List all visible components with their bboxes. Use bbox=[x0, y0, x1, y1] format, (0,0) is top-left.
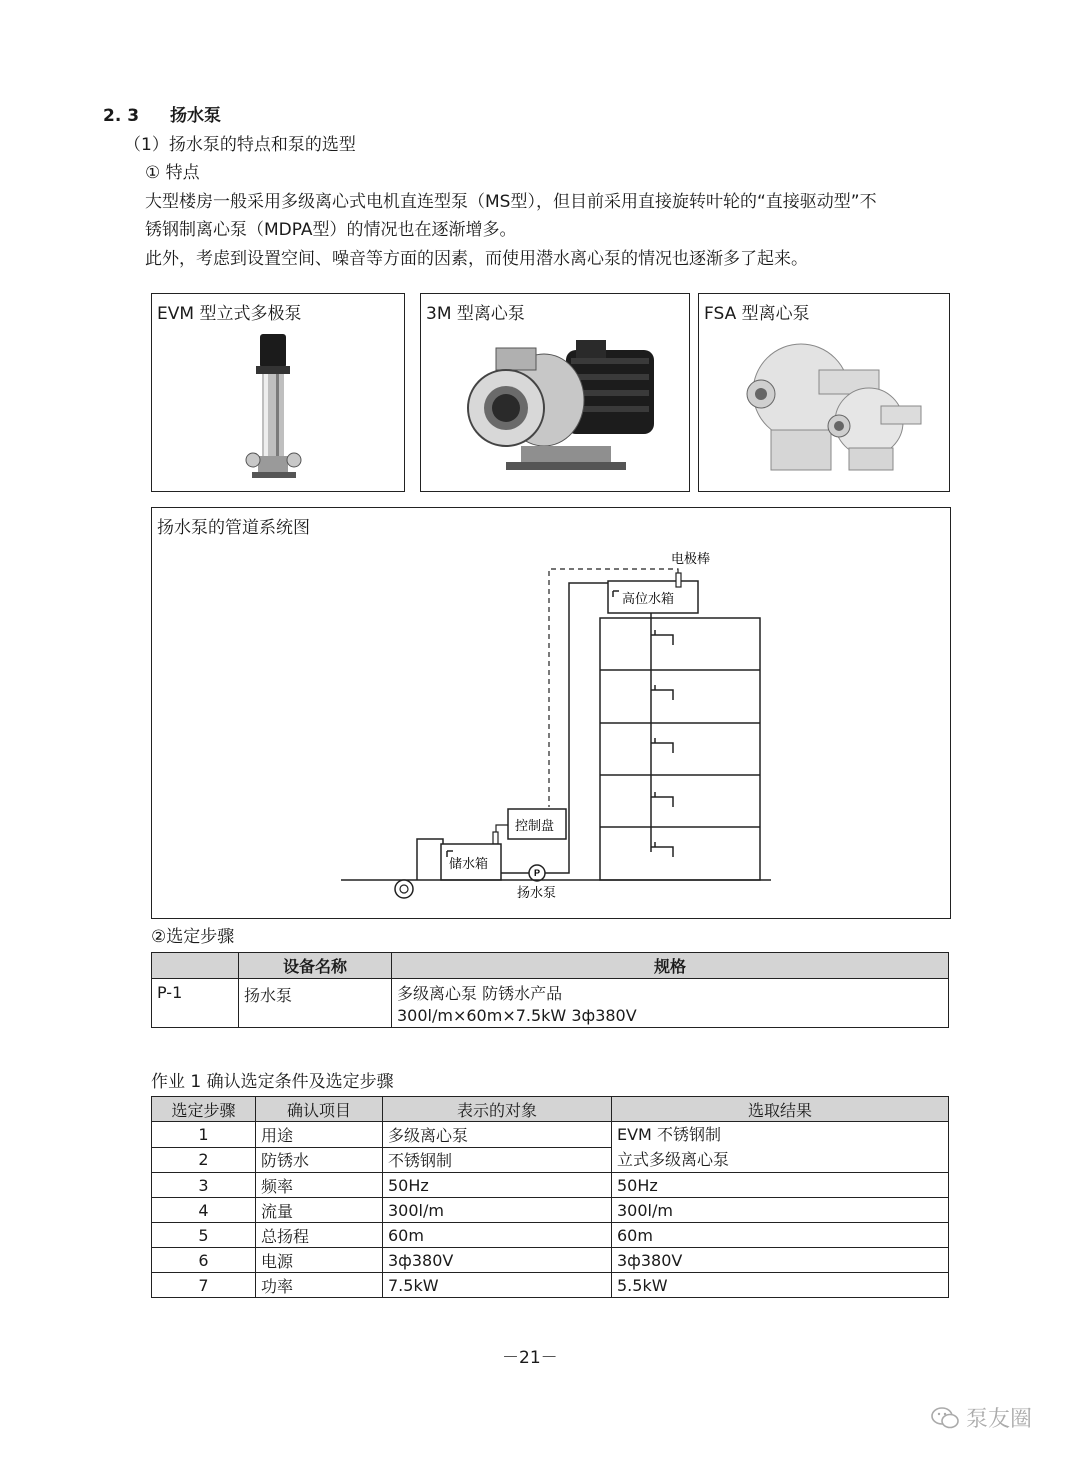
paragraph-line-1: 大型楼房一般采用多级离心式电机直连型泵（MS型），但目前采用直接旋转叶轮的“直接驱动型”不 bbox=[145, 192, 877, 212]
photo-caption-fsa: FSA 型离心泵 bbox=[704, 304, 810, 324]
table-row bbox=[152, 1248, 949, 1273]
task-caption: 作业 1 确认选定条件及选定步骤 bbox=[151, 1072, 394, 1092]
spec-line-2: 300l/m×60m×7.5kW 3ф380V bbox=[397, 1006, 637, 1025]
result-cell: 5.5kW bbox=[612, 1273, 949, 1298]
page-number: －21－ bbox=[502, 1348, 558, 1368]
merged-result-cell bbox=[612, 1122, 949, 1173]
step-cell: 2 bbox=[152, 1147, 256, 1173]
piping-diagram bbox=[151, 507, 951, 919]
item-cell: 防锈水 bbox=[256, 1147, 383, 1173]
merged-result-line-1: EVM 不锈钢制 bbox=[617, 1125, 721, 1144]
section-number: 2. 3 bbox=[103, 106, 140, 126]
step-cell: 4 bbox=[152, 1198, 256, 1223]
evm-pump-image bbox=[242, 332, 322, 482]
table-row bbox=[152, 979, 949, 1028]
step-cell: 7 bbox=[152, 1273, 256, 1298]
diagram-title: 扬水泵的管道系统图 bbox=[157, 518, 310, 538]
paragraph-line-2: 锈钢制离心泵（MDPA型）的情况也在逐渐增多。 bbox=[145, 220, 517, 240]
object-cell: 7.5kW bbox=[383, 1273, 612, 1298]
faucet-icon bbox=[651, 842, 673, 857]
selection-heading: ②选定步骤 bbox=[151, 927, 235, 947]
spec-table bbox=[151, 952, 949, 1028]
water-meter-icon bbox=[395, 880, 413, 898]
water-main-branch bbox=[417, 839, 443, 880]
photo-frame-evm bbox=[151, 293, 405, 492]
item-cell: 用途 bbox=[256, 1122, 383, 1148]
table-row bbox=[152, 1173, 949, 1198]
section-title: 扬水泵 bbox=[170, 106, 221, 126]
task-header-item: 确认项目 bbox=[256, 1097, 383, 1122]
object-cell: 60m bbox=[383, 1223, 612, 1248]
storage-tank-label: 储水箱 bbox=[449, 857, 489, 872]
table-row bbox=[152, 1273, 949, 1298]
object-cell: 3ф380V bbox=[383, 1248, 612, 1273]
spec-name: 扬水泵 bbox=[239, 979, 392, 1028]
faucet-icon bbox=[651, 685, 673, 700]
result-cell: 60m bbox=[612, 1223, 949, 1248]
photo-caption-3m: 3M 型离心泵 bbox=[426, 304, 525, 324]
task-header-result: 选取结果 bbox=[612, 1097, 949, 1122]
control-panel-label: 控制盘 bbox=[515, 819, 555, 834]
faucet-icon bbox=[651, 738, 673, 753]
result-cell: 3ф380V bbox=[612, 1248, 949, 1273]
object-cell: 多级离心泵 bbox=[383, 1122, 612, 1148]
task-table bbox=[151, 1096, 949, 1298]
spec-line-1: 多级离心泵 防锈水产品 bbox=[397, 984, 563, 1003]
photo-caption-evm: EVM 型立式多极泵 bbox=[157, 304, 302, 324]
fsa-pump-image bbox=[731, 330, 931, 480]
item-cell: 频率 bbox=[256, 1173, 383, 1198]
faucet-icon bbox=[651, 792, 673, 807]
step-cell: 6 bbox=[152, 1248, 256, 1273]
item-cell: 功率 bbox=[256, 1273, 383, 1298]
wechat-icon bbox=[930, 1405, 960, 1431]
task-header-step: 选定步骤 bbox=[152, 1097, 256, 1122]
step-cell: 3 bbox=[152, 1173, 256, 1198]
spec-detail bbox=[392, 979, 949, 1028]
table-row bbox=[152, 1122, 949, 1148]
spec-id: P-1 bbox=[152, 979, 239, 1028]
item-cell: 流量 bbox=[256, 1198, 383, 1223]
object-cell: 不锈钢制 bbox=[383, 1147, 612, 1173]
watermark-text: 泵友圈 bbox=[966, 1407, 1033, 1432]
result-cell: 50Hz bbox=[612, 1173, 949, 1198]
table-row bbox=[152, 1198, 949, 1223]
faucet-icon bbox=[651, 630, 673, 645]
object-cell: 300l/m bbox=[383, 1198, 612, 1223]
merged-result-line-2: 立式多级离心泵 bbox=[617, 1150, 730, 1169]
paragraph-line-3: 此外，考虑到设置空间、噪音等方面的因素，而使用潜水离心泵的情况也逐渐多了起来。 bbox=[145, 249, 808, 269]
high-tank-label: 高位水箱 bbox=[622, 592, 675, 607]
building-outline bbox=[600, 618, 760, 880]
subsection-heading: （1）扬水泵的特点和泵的选型 bbox=[124, 135, 356, 155]
object-cell: 50Hz bbox=[383, 1173, 612, 1198]
photo-frame-fsa bbox=[698, 293, 950, 492]
watermark bbox=[930, 1402, 1032, 1433]
3m-pump-image bbox=[466, 328, 676, 488]
task-header-object: 表示的对象 bbox=[383, 1097, 612, 1122]
electrode-rod bbox=[676, 573, 681, 587]
result-cell: 300l/m bbox=[612, 1198, 949, 1223]
item-cell: 总扬程 bbox=[256, 1223, 383, 1248]
pump-label: 扬水泵 bbox=[517, 886, 557, 901]
table-row bbox=[152, 1223, 949, 1248]
storage-electrode bbox=[493, 832, 498, 844]
item-cell: 电源 bbox=[256, 1248, 383, 1273]
pump-symbol-label: P bbox=[533, 868, 541, 878]
spec-header-spec: 规格 bbox=[392, 953, 949, 979]
electrode-label: 电极棒 bbox=[671, 552, 711, 567]
spec-header-blank bbox=[152, 953, 239, 979]
spec-header-name: 设备名称 bbox=[239, 953, 392, 979]
step-cell: 5 bbox=[152, 1223, 256, 1248]
photo-frame-3m bbox=[420, 293, 690, 492]
feature-heading: ① 特点 bbox=[145, 163, 200, 183]
step-cell: 1 bbox=[152, 1122, 256, 1148]
